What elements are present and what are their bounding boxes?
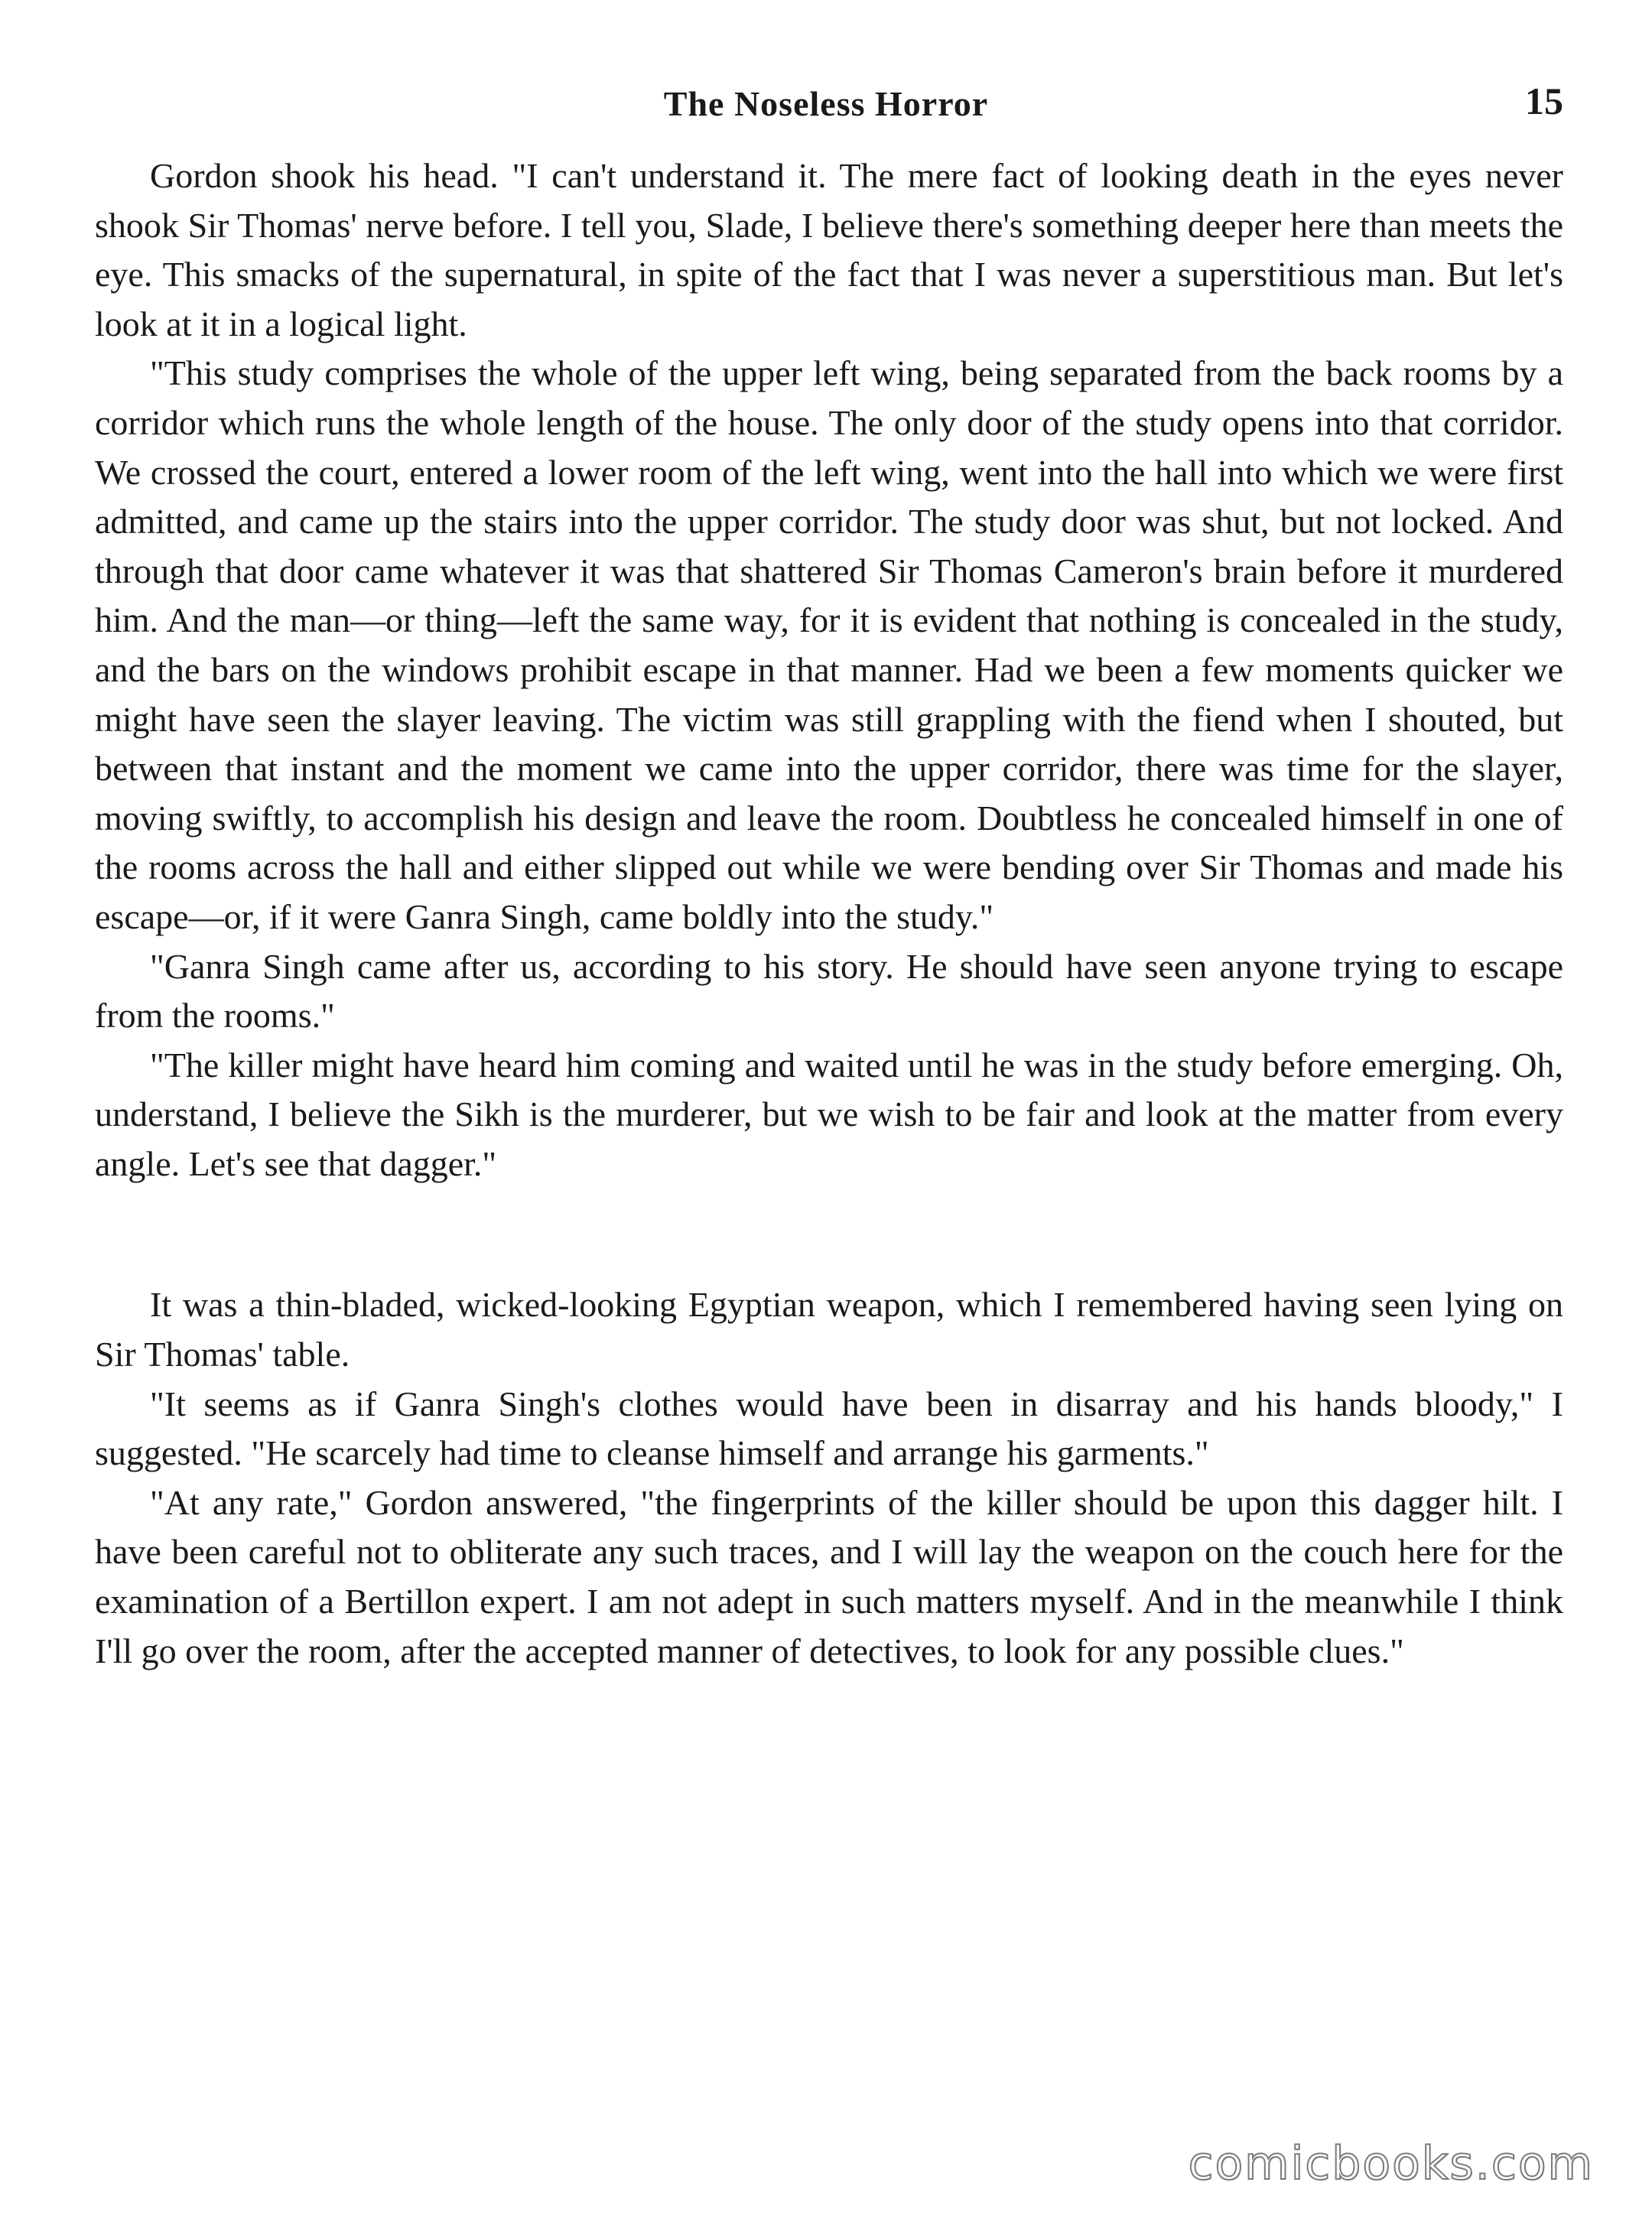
watermark: comicbooks.com — [1188, 2137, 1594, 2190]
section-break — [95, 1189, 1563, 1280]
running-head — [0, 73, 1652, 135]
page-number: 15 — [1525, 80, 1563, 122]
paragraph: "It seems as if Ganra Singh's clothes would have been in disarray and his hands bloody," I suggested. "He scarcely had time to cleanse himself and arrange his garments." — [95, 1384, 1563, 1473]
paragraph: "The killer might have heard him coming and waited until he was in the study before emerging. Oh, understand, I believe the Sikh is the murderer, but we wish to be fair and look at the matter from every angle. Let's see that dagger." — [95, 1045, 1563, 1183]
running-title: The Noseless Horror — [663, 84, 989, 123]
paragraph: It was a thin-bladed, wicked-looking Egyptian weapon, which I remembered having seen lying on Sir Thomas' table. — [95, 1285, 1563, 1374]
text-body — [95, 151, 1563, 1676]
paragraph: Gordon shook his head. "I can't understand it. The mere fact of looking death in the eyes never shook Sir Thomas' nerve before. I tell you, Slade, I believe there's something deeper here than meets the eye. This smacks of the supernatural, in spite of the fact that I was never a superstitious man. But let's look at it in a logical light. — [95, 156, 1563, 343]
paragraph: "Ganra Singh came after us, according to his story. He should have seen anyone trying to escape from the rooms." — [95, 946, 1563, 1036]
paragraph: "At any rate," Gordon answered, "the fingerprints of the killer should be upon this dagger hilt. I have been careful not to obliterate any such traces, and I will lay the weapon on the couch here for the examination of a Bertillon expert. I am not adept in such matters myself. And in the meanwhile I think I'll go over the room, after the accepted manner of detectives, to look for any possible clues." — [95, 1482, 1563, 1670]
paragraph: "This study comprises the whole of the upper left wing, being separated from the back rooms by a corridor which runs the whole length of the house. The only door of the study opens into that corridor. We crossed the court, entered a lower room of the left wing, went into the hall into which we were first admitted, and came up the stairs into the upper corridor. The study door was shut, but not locked. And through that door came whatever it was that shattered Sir Thomas Cameron's brain before it murdered him. And the man—or thing—left the same way, for it is evident that nothing is concealed in the study, and the bars on the windows prohibit escape in that manner. Had we been a few moments quicker we might have seen the slayer leaving. The victim was still grappling with the fiend when I shouted, but between that instant and the moment we came into the upper corridor, there was time for the slayer, moving swiftly, to accomplish his design and leave the room. Doubtless he concealed himself in one of the rooms across the hall and either slipped out while we were bending over Sir Thomas and made his escape—or, if it were Ganra Singh, came boldly into the study." — [95, 353, 1563, 936]
